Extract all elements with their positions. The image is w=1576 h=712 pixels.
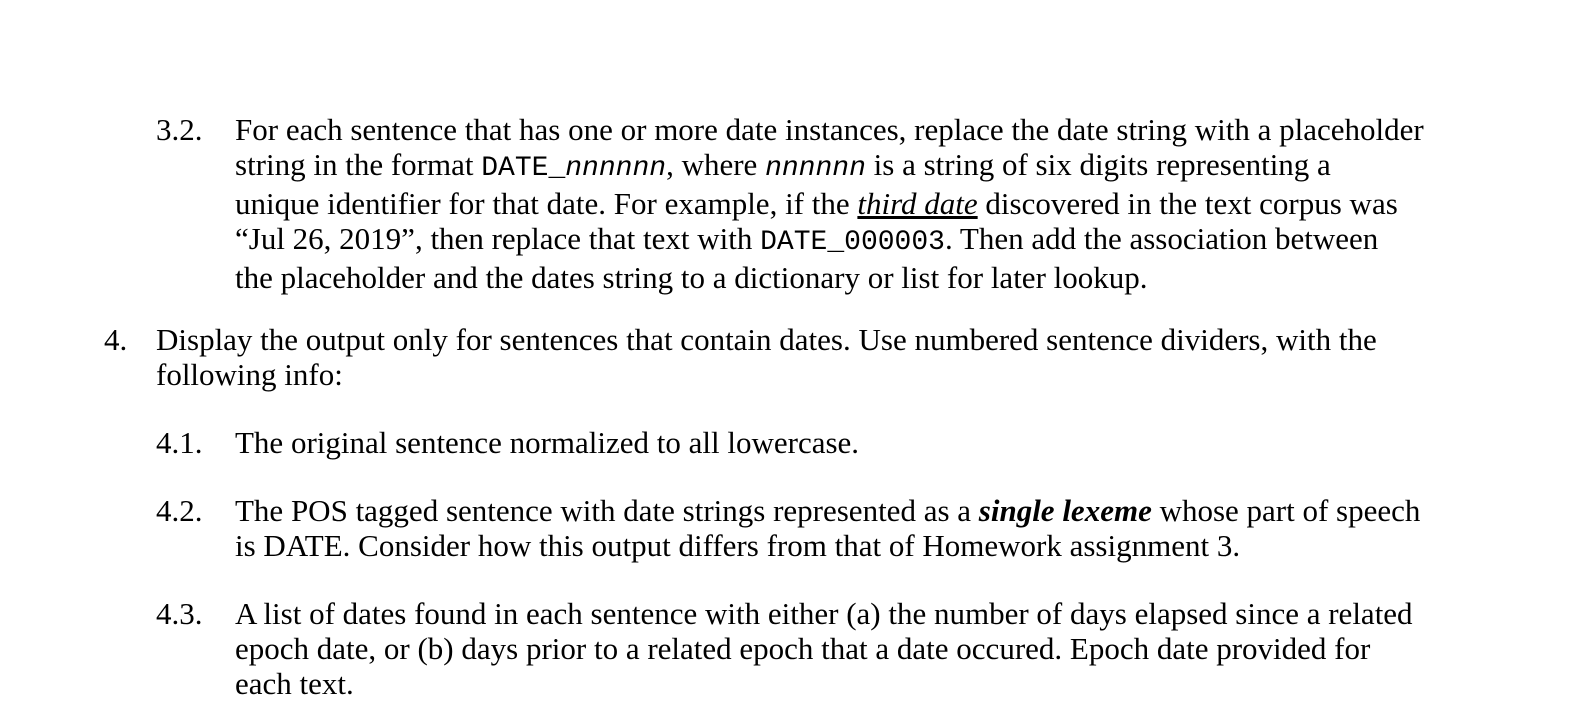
item-text: [156, 322, 1377, 392]
text-span: discovered in the text corpus was: [977, 186, 1398, 221]
text-line: The original sentence normalized to all lowercase.: [235, 425, 860, 460]
text-line: Display the output only for sentences that contain dates. Use numbered sentence dividers, with the: [156, 322, 1377, 357]
text-span: the placeholder and the dates string to a dictionary or list for later lookup.: [235, 260, 1148, 295]
code-text: DATE_: [481, 153, 566, 184]
text-span: “Jul 26, 2019”, then replace that text with: [235, 221, 761, 256]
item-text: [235, 493, 1420, 563]
code-variable: nnnnnn: [565, 153, 667, 184]
item-number: 4.3.: [156, 596, 203, 631]
text-line: is DATE. Consider how this output differs from that of Homework assignment 3.: [235, 528, 1241, 563]
text-line: [235, 112, 1424, 147]
item-number: 4.2.: [156, 493, 203, 528]
text-span: string in the format: [235, 147, 482, 182]
text-line: each text.: [235, 666, 354, 701]
text-span: , where: [666, 147, 766, 182]
text-span: The POS tagged sentence with date strings represented as a: [235, 493, 979, 528]
item-number: 4.: [104, 322, 128, 357]
item-number: 4.1.: [156, 425, 203, 460]
text-line: [235, 186, 1424, 221]
item-text: [235, 596, 1413, 701]
text-line: following info:: [156, 357, 343, 392]
emphasis-text: third date: [857, 186, 978, 221]
text-line: [235, 147, 1424, 186]
text-span: unique identifier for that date. For example, if the: [235, 186, 858, 221]
text-line: A list of dates found in each sentence with either (a) the number of days elapsed since a related: [235, 596, 1413, 631]
text-line: [235, 221, 1424, 260]
code-text: DATE_000003: [760, 227, 945, 258]
text-line: epoch date, or (b) days prior to a related epoch that a date occured. Epoch date provided for: [235, 631, 1371, 666]
item-text: [235, 425, 859, 460]
text-span: . Then add the association between: [944, 221, 1379, 256]
text-line: [235, 260, 1424, 295]
text-span: is a string of six digits representing a: [865, 147, 1331, 182]
text-span: whose part of speech: [1151, 493, 1421, 528]
text-span: For each sentence that has one or more date instances, replace the date string with a placeholder: [235, 112, 1424, 147]
code-variable: nnnnnn: [765, 153, 866, 184]
item-text: [235, 112, 1424, 295]
text-line: [235, 493, 1420, 528]
strong-emphasis-text: single lexeme: [978, 493, 1152, 528]
item-number: 3.2.: [156, 112, 203, 147]
